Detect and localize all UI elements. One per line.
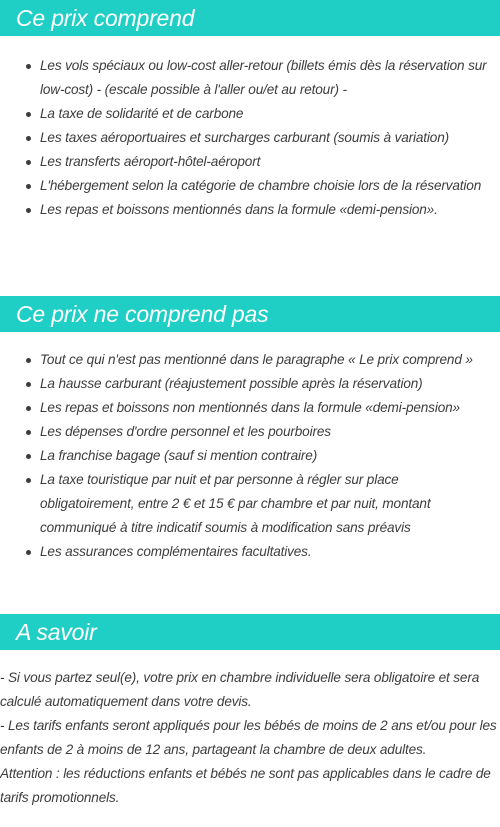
list-item-text: La franchise bagage (sauf si mention contraire) (40, 448, 318, 463)
list-item-text: Les taxes aéroportuaires et surcharges carburant (soumis à variation) (40, 130, 449, 145)
list-item-text: La taxe de solidarité et de carbone (40, 106, 244, 121)
list-item (0, 540, 500, 564)
not-included-list (0, 348, 500, 564)
list-item (0, 348, 500, 372)
bullet-icon (26, 184, 31, 189)
bullet-icon (26, 64, 31, 69)
list-item (0, 198, 500, 222)
bullet-icon (26, 112, 31, 117)
list-item-text: Les repas et boissons mentionnés dans la formule «demi-pension». (40, 202, 438, 217)
bullet-icon (26, 430, 31, 435)
list-item (0, 54, 500, 102)
list-item-text: Les assurances complémentaires facultatives. (40, 544, 312, 559)
section-title-included: Ce prix comprend (0, 0, 500, 36)
bullet-icon (26, 550, 31, 555)
bullet-icon (26, 358, 31, 363)
list-item (0, 420, 500, 444)
list-item-text: Les transferts aéroport-hôtel-aéroport (40, 154, 261, 169)
list-item (0, 444, 500, 468)
section-title-not-included: Ce prix ne comprend pas (0, 296, 500, 332)
list-item-text: La hausse carburant (réajustement possible après la réservation) (40, 376, 423, 391)
bullet-icon (26, 208, 31, 213)
good-to-know-text (0, 666, 500, 810)
list-item (0, 102, 500, 126)
list-item-text: L'hébergement selon la catégorie de chambre choisie lors de la réservation (40, 178, 482, 193)
info-paragraph: - Les tarifs enfants seront appliqués pour les bébés de moins de 2 ans et/ou pour les enfants de 2 à moins de 12 ans, partageant la chambre de deux adultes. (0, 718, 497, 757)
list-item-text: La taxe touristique par nuit et par personne à régler sur place obligatoirement, entre 2 € et 15 € par chambre et par nuit, montant communiqué à titre indicatif soumis à modification sans préavis (40, 472, 431, 535)
bullet-icon (26, 160, 31, 165)
bullet-icon (26, 136, 31, 141)
info-paragraph: Attention : les réductions enfants et bébés ne sont pas applicables dans le cadre de tarifs promotionnels. (0, 766, 491, 805)
list-item (0, 468, 500, 540)
list-item (0, 126, 500, 150)
list-item-text: Les dépenses d'ordre personnel et les pourboires (40, 424, 331, 439)
bullet-icon (26, 454, 31, 459)
bullet-icon (26, 406, 31, 411)
bullet-icon (26, 478, 31, 483)
list-item-text: Les vols spéciaux ou low-cost aller-retour (billets émis dès la réservation sur low-cost) - (escale possible à l'aller ou/et au retour) - (40, 58, 487, 97)
list-item (0, 396, 500, 420)
included-list (0, 54, 500, 222)
list-item-text: Tout ce qui n'est pas mentionné dans le paragraphe « Le prix comprend » (40, 352, 473, 367)
list-item-text: Les repas et boissons non mentionnés dans la formule «demi-pension» (40, 400, 460, 415)
list-item (0, 372, 500, 396)
section-title-good-to-know: A savoir (0, 614, 500, 650)
info-paragraph: - Si vous partez seul(e), votre prix en chambre individuelle sera obligatoire et sera calculé automatiquement dans votre devis. (0, 670, 480, 709)
bullet-icon (26, 382, 31, 387)
list-item (0, 174, 500, 198)
list-item (0, 150, 500, 174)
